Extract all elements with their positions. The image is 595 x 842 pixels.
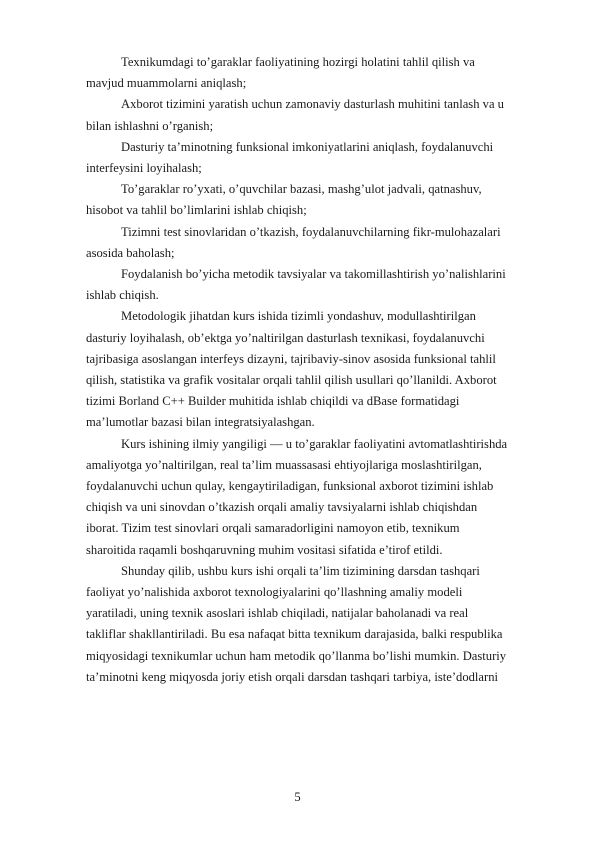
page-number: 5 bbox=[294, 790, 301, 804]
paragraph-3: Dasturiy ta’minotning funksional imkoniyatlarini aniqlash, foydalanuvchi interfeysini loyihalash; bbox=[86, 139, 494, 176]
paragraph-4: To’garaklar ro’yxati, o’quvchilar bazasi, mashg’ulot jadvali, qatnashuv, hisobot va tahlil bo’limlarini ishlab chiqish; bbox=[86, 182, 482, 218]
paragraph-5: Tizimni test sinovlaridan o’tkazish, foydalanuvchilarning fikr-mulohazalari asosida baholash; bbox=[86, 224, 501, 260]
paragraph-novelty: Kurs ishining ilmiy yangiligi — u to’garaklar faoliyatini avtomatlashtirishda amaliyotga yo’naltirilgan, real ta’lim muassasasi ehtiyojlariga moslashtirilgan, foydalanuvchi uchun qulay, kengaytiriladigan, funksional axborot tizimini ishlab chiqish va uni sinovdan o’tkazish orqali amaliy tavsiyalarni ishlab chiqishdan iborat. Tizim test sinovlari orqali samaradorligini namoyon etib, texnikum sharoitida raqamli boshqaruvning muhim vositasi sifatida e’tirof etildi. bbox=[86, 436, 508, 557]
document-body bbox=[86, 52, 554, 688]
paragraph-conclusion: Shunday qilib, ushbu kurs ishi orqali ta’lim tizimining darsdan tashqari faoliyat yo’nalishida axborot texnologiyalarini qo’llashning amaliy modeli yaratiladi, uning texnik asoslari ishlab chiqiladi, natijalar baholanadi va real takliflar shakllantiriladi. Bu esa nafaqat bitta texnikum darajasida, balki respublika miqyosidagi texnikumlar uchun ham metodik qo’llanma bo’lishi mumkin. Dasturiy ta’minotni keng miqyosda joriy etish orqali darsdan tashqari tarbiya, iste’dodlarni bbox=[86, 563, 507, 684]
paragraph-6: Foydalanish bo’yicha metodik tavsiyalar va takomillashtirish yo’nalishlarini ishlab chiqish. bbox=[86, 267, 506, 303]
paragraph-methodology: Metodologik jihatdan kurs ishida tizimli yondashuv, modullashtirilgan dasturiy loyihalash, ob’ektga yo’naltirilgan dasturlash texnikasi, foydalanuvchi tajribasiga asoslangan interfeys dizayni, tajribaviy-sinov asosida funksional tahlil qilish, statistika va grafik vositalar orqali tahlil qilish usullari qo’llanildi. Axborot tizimi Borland C++ Builder muhitida ishlab chiqildi va dBase formatidagi ma’lumotlar bazasi bilan integratsiyalashgan. bbox=[86, 309, 497, 430]
paragraph-1: Texnikumdagi to’garaklar faoliyatining hozirgi holatini tahlil qilish va mavjud muammolarni aniqlash; bbox=[86, 55, 475, 91]
paragraph-2: Axborot tizimini yaratish uchun zamonaviy dasturlash muhitini tanlash va u bilan ishlashni o’rganish; bbox=[86, 97, 504, 133]
